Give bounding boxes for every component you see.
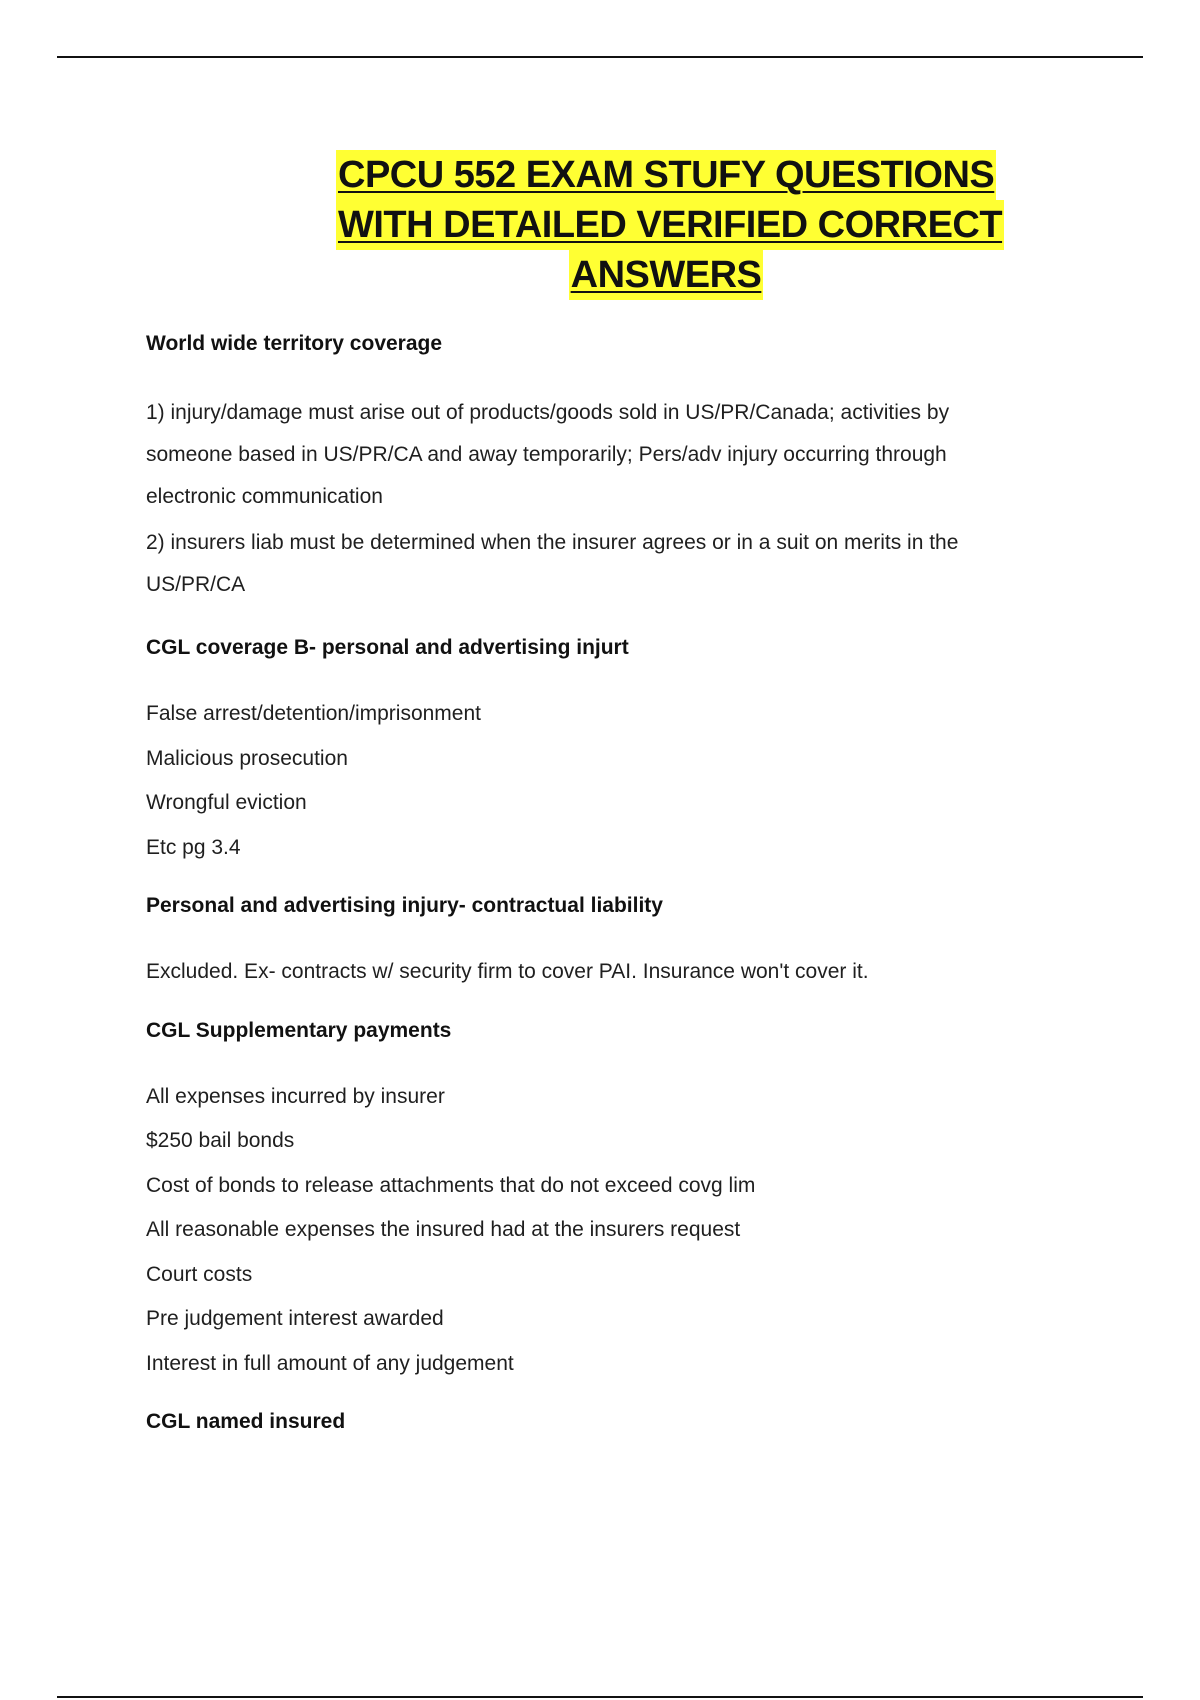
answer-line: All reasonable expenses the insured had at the insurers request xyxy=(146,1218,741,1241)
answer-line: False arrest/detention/imprisonment xyxy=(146,702,481,725)
answer-line: Malicious prosecution xyxy=(146,746,348,770)
answer-line: Excluded. Ex- contracts w/ security firm to cover PAI. Insurance won't cover it. xyxy=(146,960,869,983)
question-heading: CGL Supplementary payments xyxy=(146,1018,452,1042)
question-heading: CGL named insured xyxy=(146,1410,346,1433)
question-heading: Personal and advertising injury- contractual liability xyxy=(146,894,663,917)
question-heading: CGL coverage B- personal and advertising injurt xyxy=(146,636,629,659)
answer-paragraph: 2) insurers liab must be determined when the insurer agrees or in a suit on merits in the US/PR/CA xyxy=(146,531,959,596)
title-line-2: WITH DETAILED VERIFIED CORRECT xyxy=(336,200,1004,250)
answer-line: Pre judgement interest awarded xyxy=(146,1307,444,1330)
answer-line: Cost of bonds to release attachments that do not exceed covg lim xyxy=(146,1173,756,1197)
bottom-rule xyxy=(57,1696,1143,1698)
top-rule xyxy=(57,56,1143,58)
answer-line: Interest in full amount of any judgement xyxy=(146,1351,514,1375)
answer-line: Etc pg 3.4 xyxy=(146,835,241,859)
document-title xyxy=(336,150,1003,300)
answer-line: All expenses incurred by insurer xyxy=(146,1084,445,1108)
answer-paragraph: 1) injury/damage must arise out of products/goods sold in US/PR/Canada; activities by someone based in US/PR/CA and away temporarily; Pers/adv injury occurring through electronic communication xyxy=(146,401,950,508)
title-line-3: ANSWERS xyxy=(569,250,764,300)
answer-line: Wrongful eviction xyxy=(146,791,307,814)
answer-line: $250 bail bonds xyxy=(146,1129,295,1152)
title-line-1: CPCU 552 EXAM STUFY QUESTIONS xyxy=(336,150,996,200)
document-body xyxy=(146,330,1026,1436)
answer-line: Court costs xyxy=(146,1262,253,1286)
question-heading: World wide territory coverage xyxy=(146,332,443,355)
